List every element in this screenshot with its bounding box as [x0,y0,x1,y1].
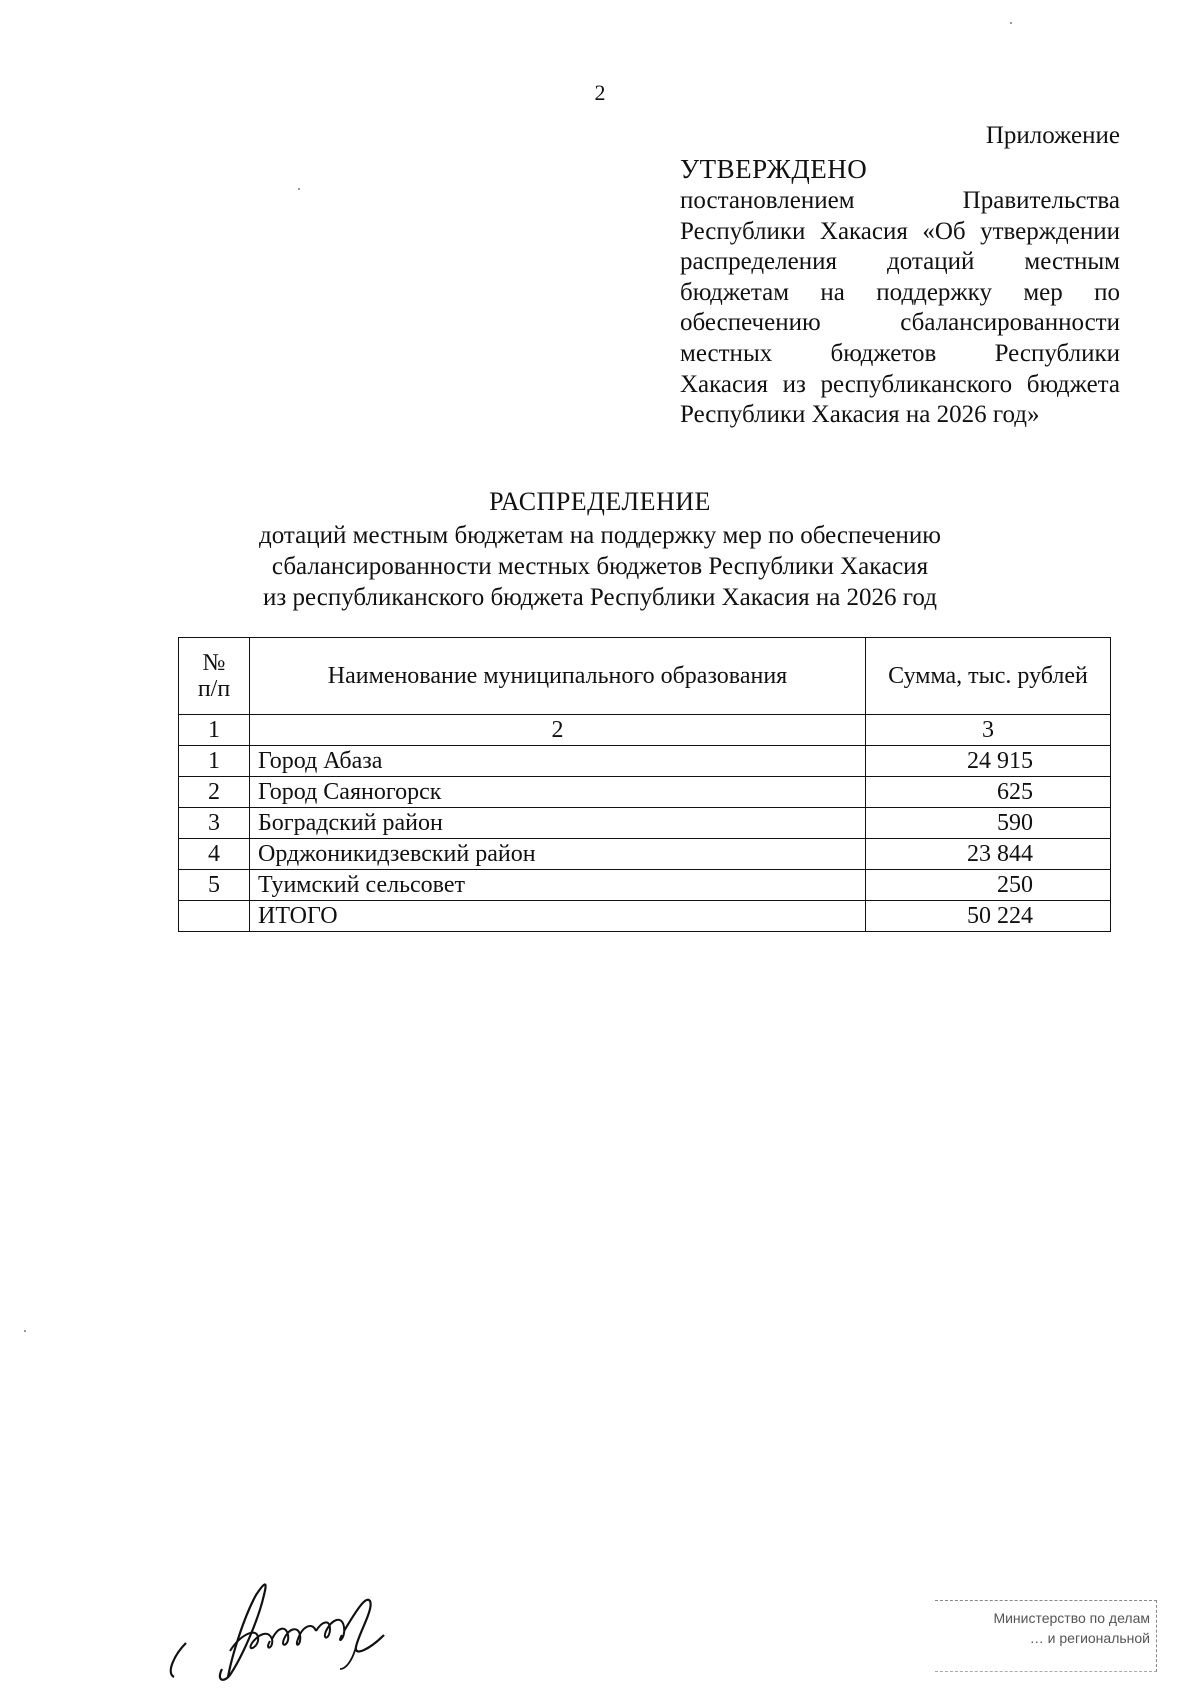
approval-line: Хакасия из республиканского бюджета [680,370,1120,398]
distribution-table [178,637,1111,932]
handwritten-signature [160,1565,420,1685]
approval-line: бюджетам на поддержку мер по [680,278,1120,306]
total-row [179,901,1111,932]
approval-line: Республики Хакасия на 2026 год» [680,401,1040,429]
row-sum [866,870,1111,901]
header-number-sign: № [202,650,226,676]
row-number: 4 [179,839,250,870]
total-number [179,901,250,932]
appendix-label: Приложение [985,122,1120,149]
total-sum [866,901,1111,932]
column-number-row [179,715,1111,746]
row-sum [866,808,1111,839]
approval-line: Республики Хакасия «Об утверждении [680,217,1120,245]
table-row [179,808,1111,839]
total-label: ИТОГО [250,901,866,932]
stamp-line: … и региональной [1029,1630,1150,1646]
page-number: 2 [594,80,606,105]
scan-speck [24,1330,26,1332]
total-sum-value: 50 224 [967,903,1033,929]
row-name: Город Саяногорск [250,777,866,808]
header-name: Наименование муниципального образования [250,638,866,715]
table-header-row [179,638,1111,715]
approval-block [680,152,1120,431]
approval-title: УТВЕРЖДЕНО [680,154,868,184]
approval-line: местных бюджетов Республики [680,339,1120,367]
row-sum [866,746,1111,777]
table-row [179,839,1111,870]
subtitle-line: сбалансированности местных бюджетов Республики Хакасия [271,553,929,580]
row-number: 5 [179,870,250,901]
header-number-abbr: п/п [197,676,231,702]
stamp-text [945,1608,1150,1648]
column-number: 1 [179,715,250,746]
table-row [179,746,1111,777]
row-number: 2 [179,777,250,808]
scan-speck [298,188,300,190]
row-name: Боградский район [250,808,866,839]
subtitle-line: из республиканского бюджета Республики Хакасия на 2026 год [263,584,937,611]
row-sum-value: 23 844 [967,841,1033,867]
header-number [179,638,250,715]
approval-line: распределения дотаций местным [680,248,1120,276]
row-sum-value: 250 [997,872,1033,898]
row-sum-value: 590 [997,810,1033,836]
document-subtitle [0,520,1200,613]
table-row [179,777,1111,808]
row-sum [866,839,1111,870]
row-sum [866,777,1111,808]
table-row [179,870,1111,901]
subtitle-line: дотаций местным бюджетам на поддержку мер по обеспечению [259,522,941,549]
row-number: 1 [179,746,250,777]
column-number: 2 [250,715,866,746]
approval-line: постановлением Правительства [680,187,1120,214]
scan-speck [1010,22,1012,24]
row-number: 3 [179,808,250,839]
row-name: Орджоникидзевский район [250,839,866,870]
column-number: 3 [866,715,1111,746]
document-title: РАСПРЕДЕЛЕНИЕ [489,487,711,516]
row-name: Туимский сельсовет [250,870,866,901]
row-sum-value: 24 915 [967,748,1033,774]
header-sum: Сумма, тыс. рублей [866,638,1111,715]
row-sum-value: 625 [997,779,1033,805]
row-name: Город Абаза [250,746,866,777]
ministry-stamp [935,1600,1157,1672]
stamp-line: Министерство по делам [993,1610,1150,1626]
approval-line: обеспечению сбалансированности [680,309,1120,337]
